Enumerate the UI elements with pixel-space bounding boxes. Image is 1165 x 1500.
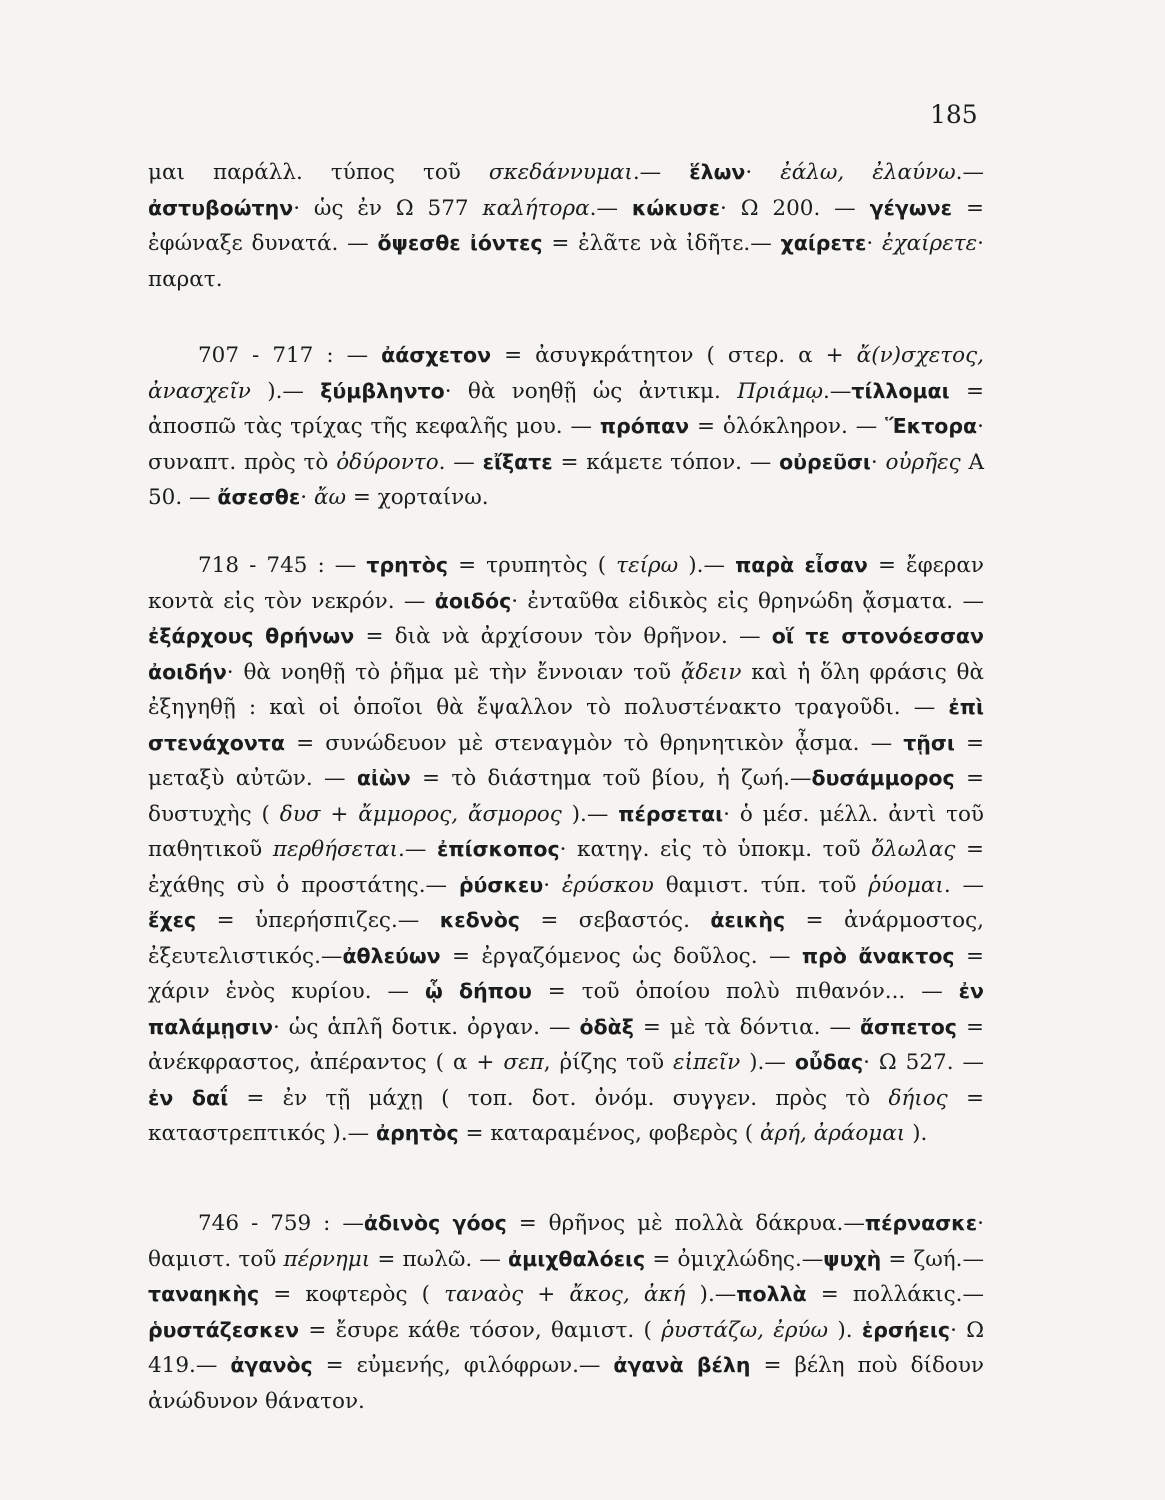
page-number: 185	[930, 100, 978, 129]
paragraph: 746 - 759 : —ἀδινὸς γόος = θρῆνος μὲ πολλὰ δάκρυα.—πέρνασκε· θαμιστ. τοῦ πέρνημι = πωλῶ. — ἀμιχθαλόεις = ὀμιχλώδης.—ψυχὴ = ζωή.— ταναηκὴς = κοφτερὸς ( ταναὸς + ἄκος, ἀκή ).—πολλὰ = πολλάκις.— ῥυστάζεσκεν = ἔσυρε κάθε τόσον, θαμιστ. ( ῥυστάζω, ἐρύω ). ἑρσήεις· Ω 419.— ἀγανὸς = εὐμενής, φιλόφρων.— ἀγανὰ βέλη = βέλη ποὺ δίδουν ἀνώδυνον θάνατον.	[148, 1211, 985, 1414]
paragraph: 707 - 717 : — ἀάσχετον = ἀσυγκράτητον ( στερ. α + ἄ(ν)σχετος, ἀνασχεῖν ).— ξύμβληντο· θὰ νοηθῇ ὡς ἀντικμ. Πριάμῳ.—τίλλομαι = ἀποσπῶ τὰς τρίχας τῆς κεφαλῆς μου. — πρόπαν = ὁλόκληρον. — Ἕκτορα· συναπτ. πρὸς τὸ ὀδύροντο. — εἴξατε = κάμετε τόπον. — οὐρεῦσι· οὐρῆες Α 50. — ἄσεσθε· ἄω = χορταίνω.	[148, 343, 985, 510]
paragraph: 718 - 745 : — τρητὸς = τρυπητὸς ( τείρω ).— παρὰ εἶσαν = ἔφεραν κοντὰ εἰς τὸν νεκρόν. — ἀοιδός· ἐνταῦθα εἰδικὸς εἰς θρηνώδη ᾄσματα. — ἐξάρχους θρήνων = διὰ νὰ ἀρχίσουν τὸν θρῆνον. — οἵ τε στονόεσσαν ἀοιδήν· θὰ νοηθῇ τὸ ῥῆμα μὲ τὴν ἔννοιαν τοῦ ᾄδειν καὶ ἡ ὅλη φράσις θὰ ἐξηγηθῇ : καὶ οἱ ὁποῖοι θὰ ἔψαλλον τὸ πολυστένακτο τραγοῦδι. — ἐπὶ στενάχοντα = συνώδευον μὲ στεναγμὸν τὸ θρηνητικὸν ᾆσμα. — τῇσι = μεταξὺ αὐτῶν. — αἰὼν = τὸ διάστημα τοῦ βίου, ἡ ζωή.—δυσάμμορος = δυστυχὴς ( δυσ + ἄμμορος, ἄσμορος ).— πέρσεται· ὁ μέσ. μέλλ. ἀντὶ τοῦ παθητικοῦ περθήσεται.— ἐπίσκοπος· κατηγ. εἰς τὸ ὑποκμ. τοῦ ὄλωλας = ἐχάθης σὺ ὁ προστάτης.— ῥύσκευ· ἐρύσκου θαμιστ. τύπ. τοῦ ῥύομαι. — ἔχες = ὑπερήσπιζες.— κεδνὸς = σεβαστός. ἀεικὴς = ἀνάρμοστος, ἐξευτελιστικός.—ἀθλεύων = ἐργαζόμενος ὡς δοῦλος. — πρὸ ἄνακτος = χάριν ἑνὸς κυρίου. — ᾧ δήπου = τοῦ ὁποίου πολὺ πιθανόν... — ἐν παλάμῃσιν· ὡς ἁπλῆ δοτικ. ὀργαν. — ὀδὰξ = μὲ τὰ δόντια. — ἄσπετος = ἀνέκφραστος, ἀπέραντος ( α + σεπ, ῥίζης τοῦ εἰπεῖν ).— οὖδας· Ω 527. — ἐν δαΐ = ἐν τῇ μάχῃ ( τοπ. δοτ. ὀνόμ. συγγεν. πρὸς τὸ δήιος = καταστρεπτικός ).— ἀρητὸς = καταραμένος, φοβερὸς ( ἀρή, ἀράομαι ).	[148, 553, 985, 1146]
commentary-section-746-759	[148, 1206, 984, 1419]
commentary-section-718-745	[148, 548, 984, 1152]
commentary-continuation	[148, 155, 984, 297]
commentary-section-707-717	[148, 338, 984, 516]
paragraph: μαι παράλλ. τύπος τοῦ σκεδάννυμαι.— ἕλων· ἐάλω, ἐλαύνω.—ἀστυβοώτην· ὡς ἐν Ω 577 καλήτορα.— κώκυσε· Ω 200. — γέγωνε = ἐφώναξε δυνατά. — ὄψεσθε ἰόντες = ἐλᾶτε νὰ ἰδῆτε.— χαίρετε· ἐχαίρετε· παρατ.	[148, 160, 985, 292]
